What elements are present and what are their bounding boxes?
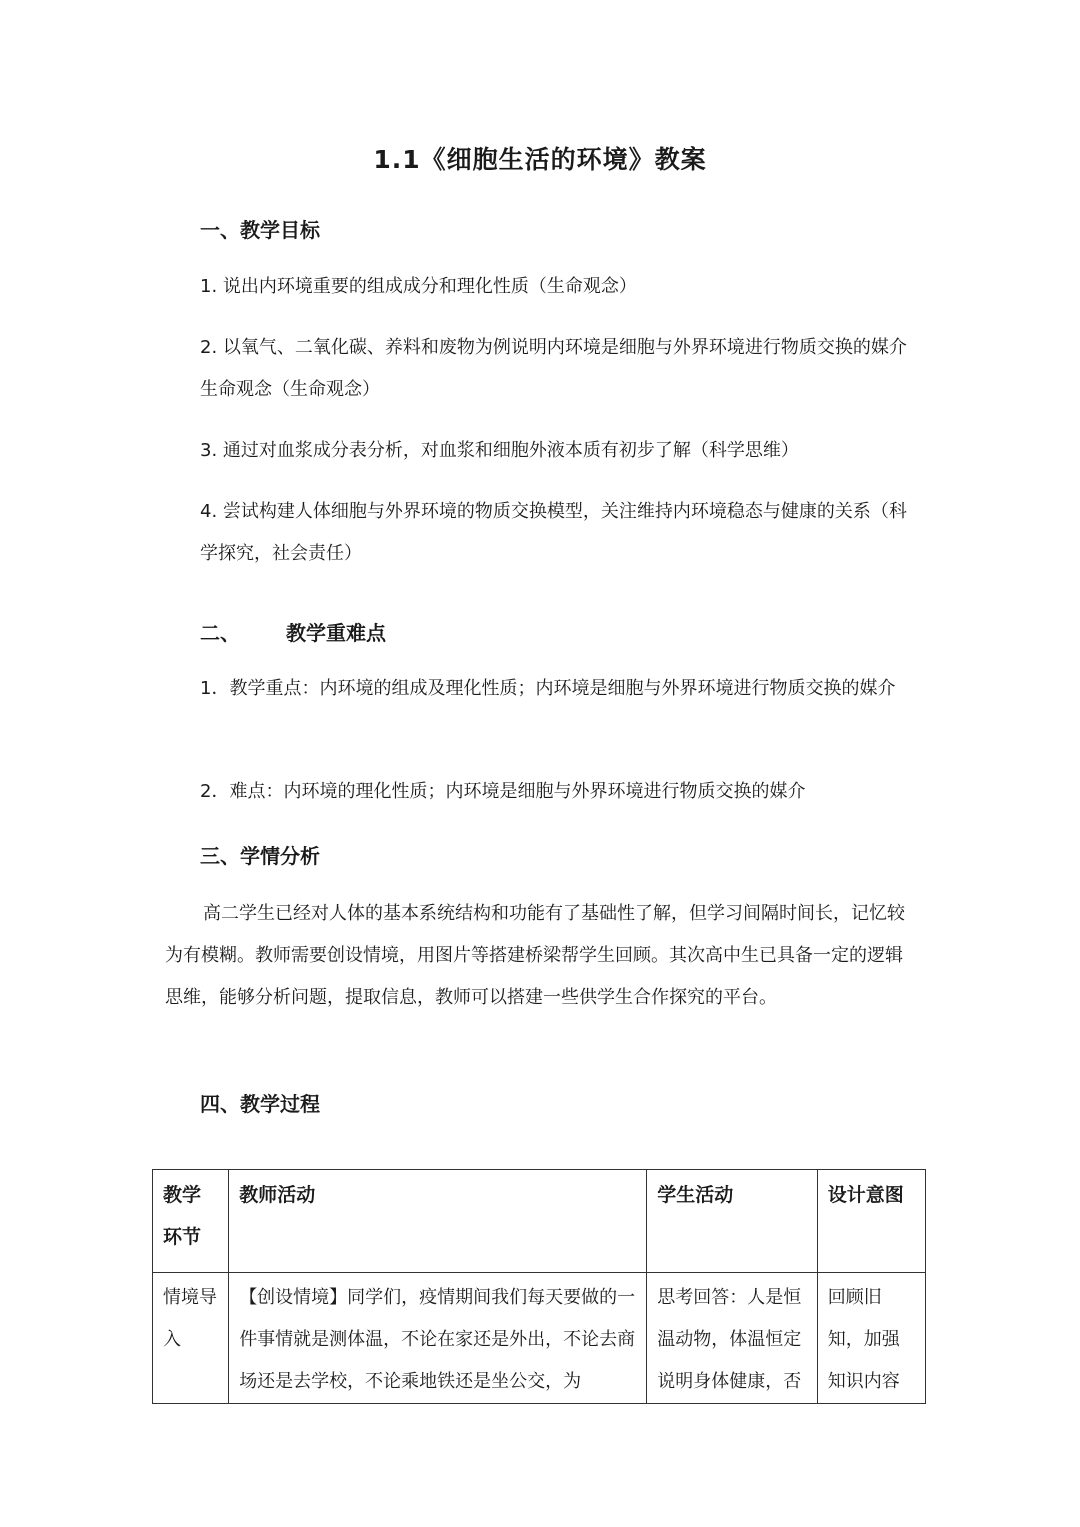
cell-design-intent: 回顾旧知，加强知识内容 — [817, 1273, 925, 1404]
section-heading-analysis: 三、学情分析 — [200, 844, 320, 868]
key-point-item-2: 2．难点：内环境的理化性质；内环境是细胞与外界环境进行物质交换的媒介 — [200, 781, 806, 802]
analysis-paragraph: 高二学生已经对人体的基本系统结构和功能有了基础性了解，但学习间隔时间长，记忆较为有模糊。教师需要创设情境，用图片等搭建桥梁帮学生回顾。其次高中生已具备一定的逻辑思维，能够分析问题，提取信息，教师可以搭建一些供学生合作探究的平台。 — [165, 903, 905, 1008]
cell-stage: 情境导入 — [153, 1273, 229, 1404]
header-teacher-activity: 教师活动 — [229, 1170, 647, 1273]
header-stage: 教学环节 — [153, 1170, 229, 1273]
document-title: 1.1《细胞生活的环境》教案 — [373, 145, 707, 174]
section-title: 教学重难点 — [286, 621, 386, 645]
objective-item-1: 1. 说出内环境重要的组成成分和理化性质（生命观念） — [200, 276, 637, 297]
objective-item-3: 3. 通过对血浆成分表分析，对血浆和细胞外液本质有初步了解（科学思维） — [200, 440, 799, 461]
cell-student-activity: 思考回答：人是恒温动物，体温恒定说明身体健康，否 — [647, 1273, 817, 1404]
key-point-item-1: 1．教学重点：内环境的组成及理化性质；内环境是细胞与外界环境进行物质交换的媒介 — [200, 678, 896, 699]
header-student-activity: 学生活动 — [647, 1170, 817, 1273]
section-heading-process: 四、教学过程 — [200, 1092, 320, 1116]
teaching-process-table — [152, 1169, 926, 1404]
table-row — [153, 1273, 926, 1404]
objective-item-4: 4. 尝试构建人体细胞与外界环境的物质交换模型，关注维持内环境稳态与健康的关系（科学探究，社会责任） — [200, 501, 907, 564]
section-heading-objectives: 一、教学目标 — [200, 218, 320, 242]
section-heading-key-points — [200, 617, 386, 646]
cell-teacher-activity: 【创设情境】同学们，疫情期间我们每天要做的一件事情就是测体温，不论在家还是外出，不论去商场还是去学校，不论乘地铁还是坐公交，为 — [229, 1273, 647, 1404]
header-design-intent: 设计意图 — [817, 1170, 925, 1273]
table-header-row — [153, 1170, 926, 1273]
objective-item-2: 2. 以氧气、二氧化碳、养料和废物为例说明内环境是细胞与外界环境进行物质交换的媒介生命观念（生命观念） — [200, 337, 907, 400]
section-number: 二、 — [200, 621, 240, 645]
